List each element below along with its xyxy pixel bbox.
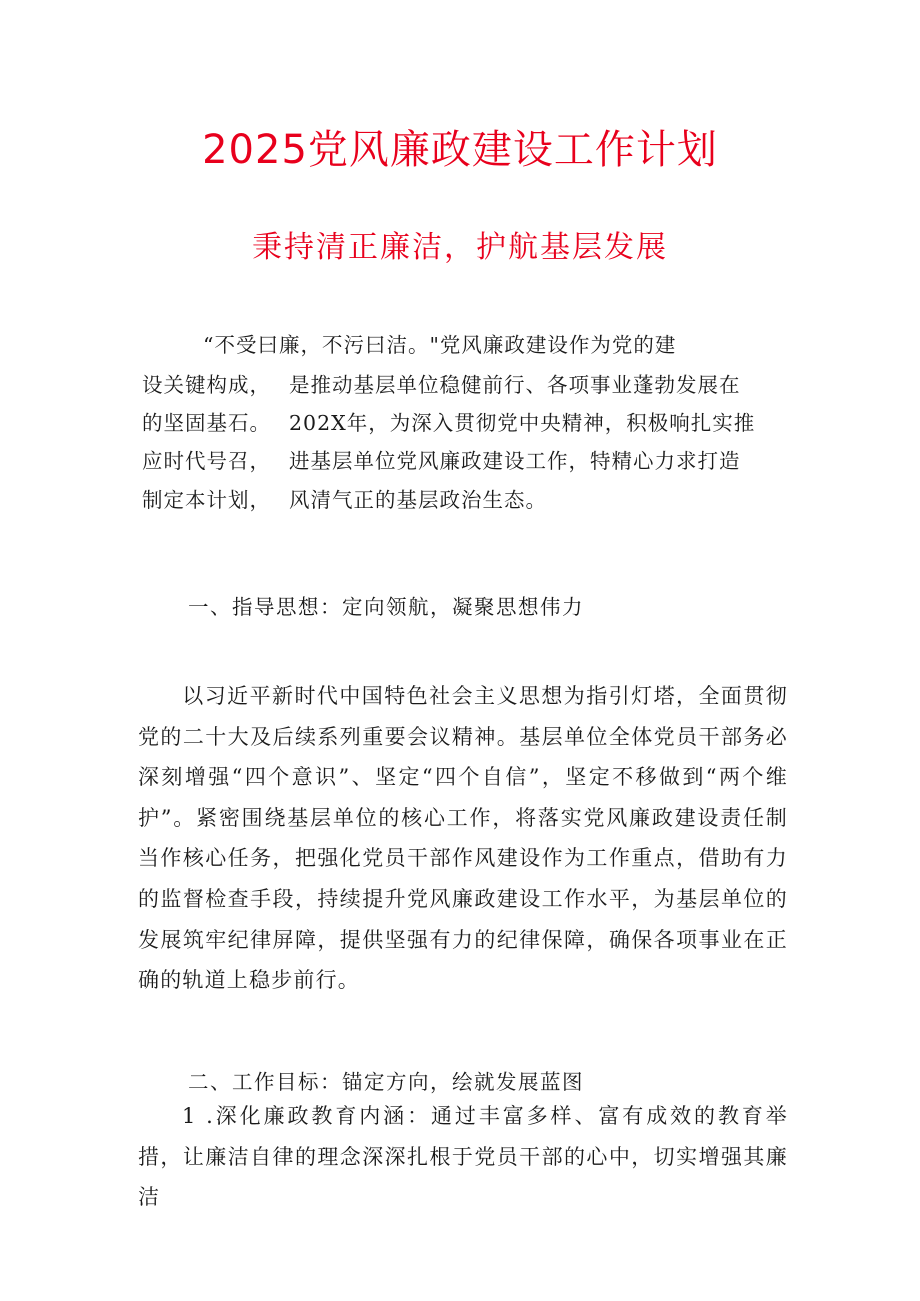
intro-line-0: “不受曰廉，不污曰洁。"党风廉政建设作为党的建 [203,333,677,357]
section1-body-text: 以习近平新时代中国特色社会主义思想为指引灯塔，全面贯彻党的二十大及后续系列重要会议精神。基层单位全体党员干部务必深刻增强“四个意识”、坚定“四个自信”，坚定不移做到“两个维护”。紧密围绕基层单位的核心工作，将落实党风廉政建设责任制当作核心任务，把强化党员干部作风建设作为工作重点，借助有力的监督检查手段，持续提升党风廉政建设工作水平，为基层单位的发展筑牢纪律屏障，提供坚强有力的纪律保障，确保各项事业在正确的轨道上稳步前行。 [138,684,788,993]
intro-right-1: 是推动基层单位稳健前行、各项事业蓬勃发展在 [289,373,741,397]
intro-left-1: 设关键构成， [142,373,271,397]
intro-left-3: 应时代号召， [142,449,271,473]
section2-item1 [138,1096,788,1218]
intro-left-4: 制定本计划， [142,488,271,512]
document-subtitle: 秉持清正廉洁，护航基层发展 [252,230,668,265]
section1-heading: 一、指导思想：定向领航，凝聚思想伟力 [188,595,584,619]
section2-item1-text: 1 .深化廉政教育内涵：通过丰富多样、富有成效的教育举措，让廉洁自律的理念深深扎根于党员干部的心中，切实增强其廉洁 [138,1104,788,1210]
intro-right-3: 进基层单位党风廉政建设工作，特精心力求打造 [289,449,741,473]
intro-left-2: 的坚固基石。 [142,411,271,435]
section2-heading: 二、工作目标：锚定方向，绘就发展蓝图 [188,1070,584,1094]
intro-right-4: 风清气正的基层政治生态。 [289,488,547,512]
document-title: 2025党风廉政建设工作计划 [202,127,718,173]
intro-right-2: 202X年，为深入贯彻党中央精神，积极响扎实推 [289,411,756,435]
section1-body [138,676,788,1001]
